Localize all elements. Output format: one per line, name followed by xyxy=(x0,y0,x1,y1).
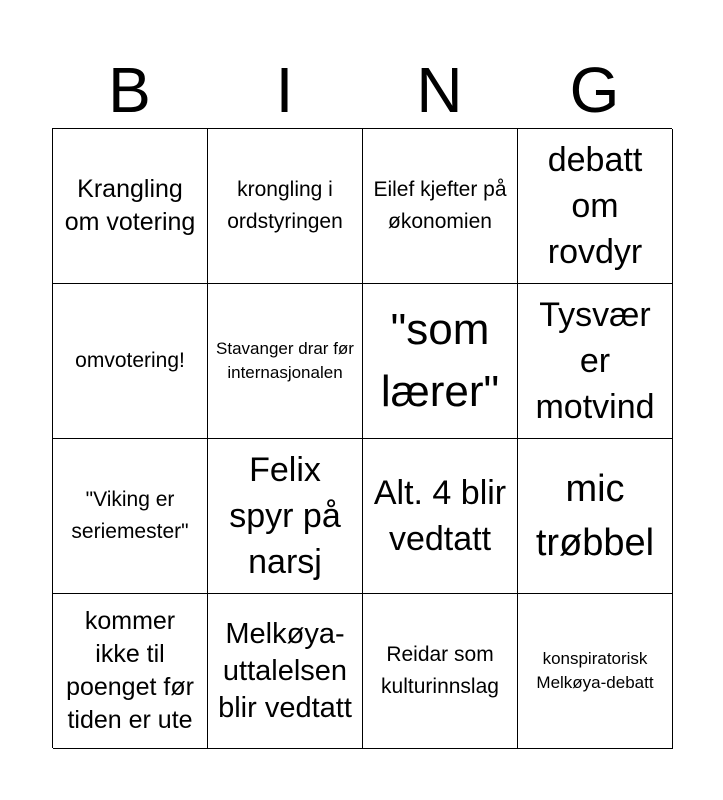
cell-text: omvotering! xyxy=(75,349,185,372)
bingo-cell[interactable] xyxy=(53,594,208,749)
bingo-cell[interactable] xyxy=(363,284,518,439)
bingo-cell[interactable] xyxy=(518,129,673,284)
cell-text: krongling i ordstyringen xyxy=(227,178,343,233)
cell-text: kommer ikke til poenget før tiden er ute xyxy=(66,607,194,734)
cell-text: Felix spyr på narsj xyxy=(229,451,341,581)
cell-text: "Viking er seriemester" xyxy=(71,488,189,543)
header-letter-g: G xyxy=(569,54,620,126)
bingo-cell[interactable] xyxy=(518,594,673,749)
cell-text: konspiratorisk Melkøya-debatt xyxy=(536,649,654,692)
header-letter-n: N xyxy=(416,54,463,126)
bingo-cell[interactable] xyxy=(518,439,673,594)
cell-text: Reidar som kulturinnslag xyxy=(381,643,499,698)
cell-text: Melkøya-uttalelsen blir vedtatt xyxy=(218,617,352,724)
cell-text: Alt. 4 blir vedtatt xyxy=(373,474,507,558)
bingo-cell[interactable] xyxy=(363,439,518,594)
header-letter-b: B xyxy=(108,54,151,126)
bingo-cell[interactable] xyxy=(363,129,518,284)
header-letter-i: I xyxy=(275,54,294,126)
bingo-cell[interactable] xyxy=(53,129,208,284)
cell-text: Eilef kjefter på økonomien xyxy=(373,178,507,233)
bingo-cell[interactable] xyxy=(208,284,363,439)
cell-text: Stavanger drar før internasjonalen xyxy=(216,339,354,382)
cell-text: Tysvær er motvind xyxy=(535,296,655,426)
bingo-cell[interactable] xyxy=(518,284,673,439)
cell-text: "som lærer" xyxy=(380,305,500,416)
cell-text: mic trøbbel xyxy=(535,468,655,564)
bingo-cell[interactable] xyxy=(363,594,518,749)
bingo-cell[interactable] xyxy=(53,284,208,439)
bingo-header xyxy=(52,52,672,128)
bingo-cell[interactable] xyxy=(208,594,363,749)
bingo-cell[interactable] xyxy=(53,439,208,594)
cell-text: debatt om rovdyr xyxy=(547,141,643,271)
bingo-grid xyxy=(52,128,672,748)
bingo-cell[interactable] xyxy=(208,439,363,594)
cell-text: Krangling om votering xyxy=(64,175,196,236)
bingo-cell[interactable] xyxy=(208,129,363,284)
